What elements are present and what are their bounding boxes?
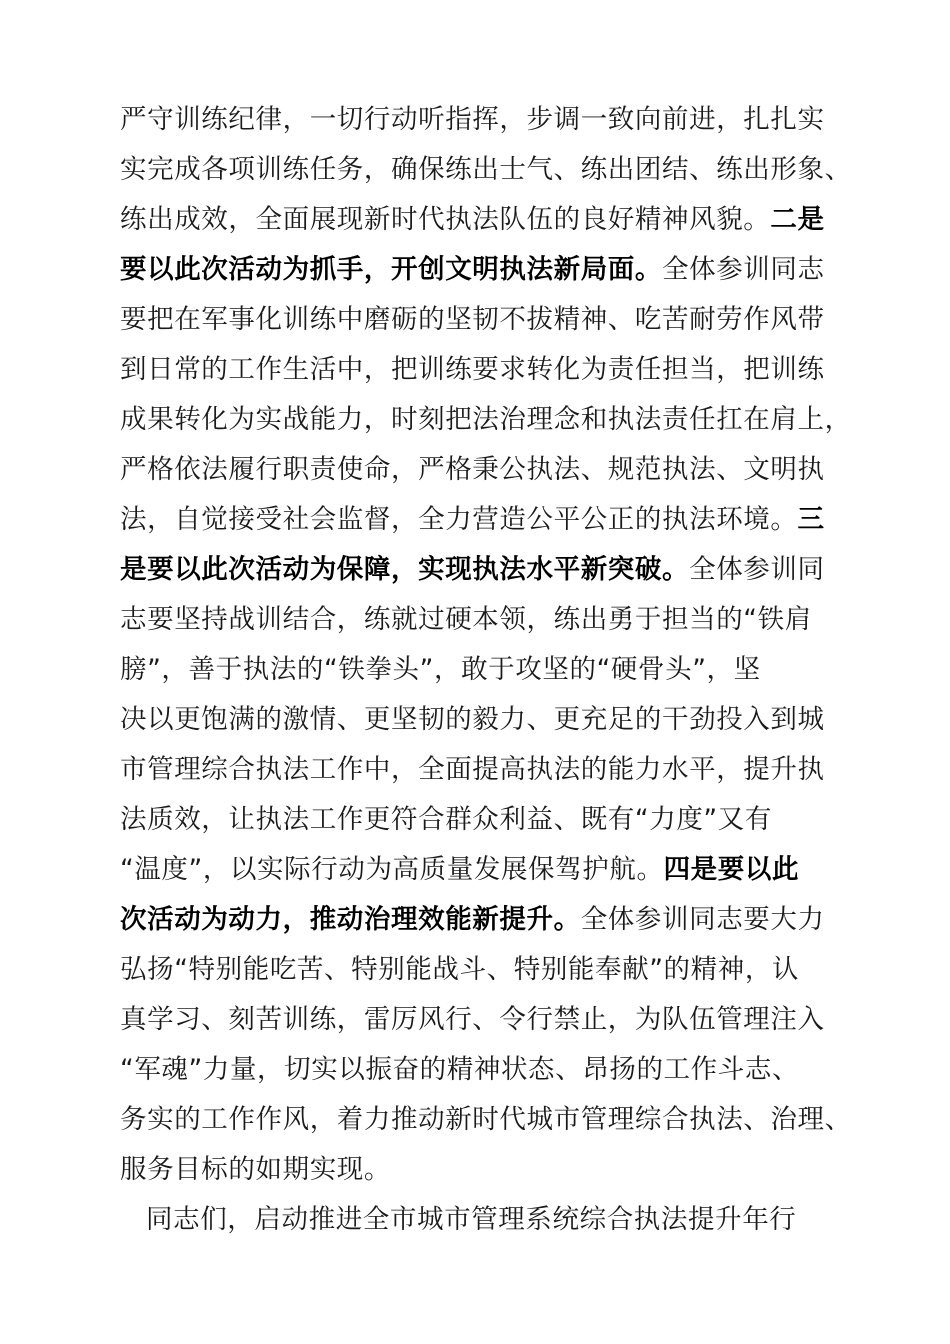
text-run: 成果转化为实战能力，时刻把法治理念和执法责任扛在肩上， (120, 404, 852, 435)
text-line (120, 1098, 860, 1142)
text-run: 严守训练纪律，一切行动听指挥，步调一致向前进，扎扎实 (120, 104, 825, 135)
bold-heading-run: 二是 (770, 204, 825, 235)
text-run: “温度”，以实际行动为高质量发展保驾护航。 (120, 854, 664, 885)
text-line (120, 998, 860, 1042)
text-line (120, 548, 860, 592)
text-run: 同志们，启动推进全市城市管理系统综合执法提升年行 (146, 1204, 797, 1235)
text-run: 严格依法履行职责使命，严格秉公执法、规范执法、文明执 (120, 454, 825, 485)
text-run: 决以更饱满的激情、更坚韧的毅力、更充足的干劲投入到城 (120, 704, 825, 735)
text-line (120, 1148, 860, 1192)
text-line (120, 798, 860, 842)
text-run: 法，自觉接受社会监督，全力营造公平公正的执法环境。 (120, 504, 798, 535)
bold-heading-run: 三 (797, 504, 825, 535)
text-line (120, 248, 860, 292)
text-run: 练出成效，全面展现新时代执法队伍的良好精神风貌。 (120, 204, 771, 235)
text-run: 实完成各项训练任务，确保练出士气、练出团结、练出形象、 (120, 154, 852, 185)
text-run: 市管理综合执法工作中，全面提高执法的能力水平，提升执 (120, 754, 825, 785)
text-run: 要把在军事化训练中磨砺的坚韧不拔精神、吃苦耐劳作风带 (120, 304, 825, 335)
text-run: 全体参训同 (689, 554, 825, 585)
bold-heading-run: 要以此次活动为抓手，开创文明执法新局面。 (120, 254, 662, 285)
text-run: 全体参训同志要大力 (580, 904, 825, 935)
text-run: “军魂”力量，切实以振奋的精神状态、昂扬的工作斗志、 (120, 1054, 800, 1085)
text-line (120, 948, 860, 992)
text-line (120, 748, 860, 792)
text-line (120, 598, 860, 642)
text-run: 全体参训同志 (662, 254, 825, 285)
text-run: 弘扬“特别能吃苦、特别能战斗、特别能奉献”的精神，认 (120, 954, 800, 985)
bold-heading-run: 四是要以此 (663, 854, 800, 885)
text-run: 到日常的工作生活中，把训练要求转化为责任担当，把训练 (120, 354, 825, 385)
text-run: 膀”，善于执法的“铁拳头”，敢于攻坚的“硬骨头”，坚 (120, 654, 761, 685)
text-run: 服务目标的如期实现。 (120, 1154, 391, 1185)
text-line (120, 398, 860, 442)
text-line (120, 148, 860, 192)
text-line (120, 848, 860, 892)
text-line (120, 198, 860, 242)
text-run: 志要坚持战训结合，练就过硬本领，练出勇于担当的“铁肩 (120, 604, 812, 635)
text-line (120, 898, 860, 942)
text-line (120, 698, 860, 742)
text-run: 真学习、刻苦训练，雷厉风行、令行禁止，为队伍管理注入 (120, 1004, 825, 1035)
text-line (120, 98, 860, 142)
text-line (120, 448, 860, 492)
text-line (120, 298, 860, 342)
paragraph-start-line (146, 1198, 886, 1242)
bold-heading-run: 是要以此次活动为保障，实现执法水平新突破。 (120, 554, 690, 585)
text-line (120, 648, 860, 692)
text-run: 法质效，让执法工作更符合群众利益、既有“力度”又有 (120, 804, 772, 835)
text-line (120, 498, 860, 542)
text-line (120, 348, 860, 392)
text-run: 务实的工作作风，着力推动新时代城市管理综合执法、治理、 (120, 1104, 852, 1135)
bold-heading-run: 次活动为动力，推动治理效能新提升。 (120, 904, 581, 935)
text-line (120, 1048, 860, 1092)
